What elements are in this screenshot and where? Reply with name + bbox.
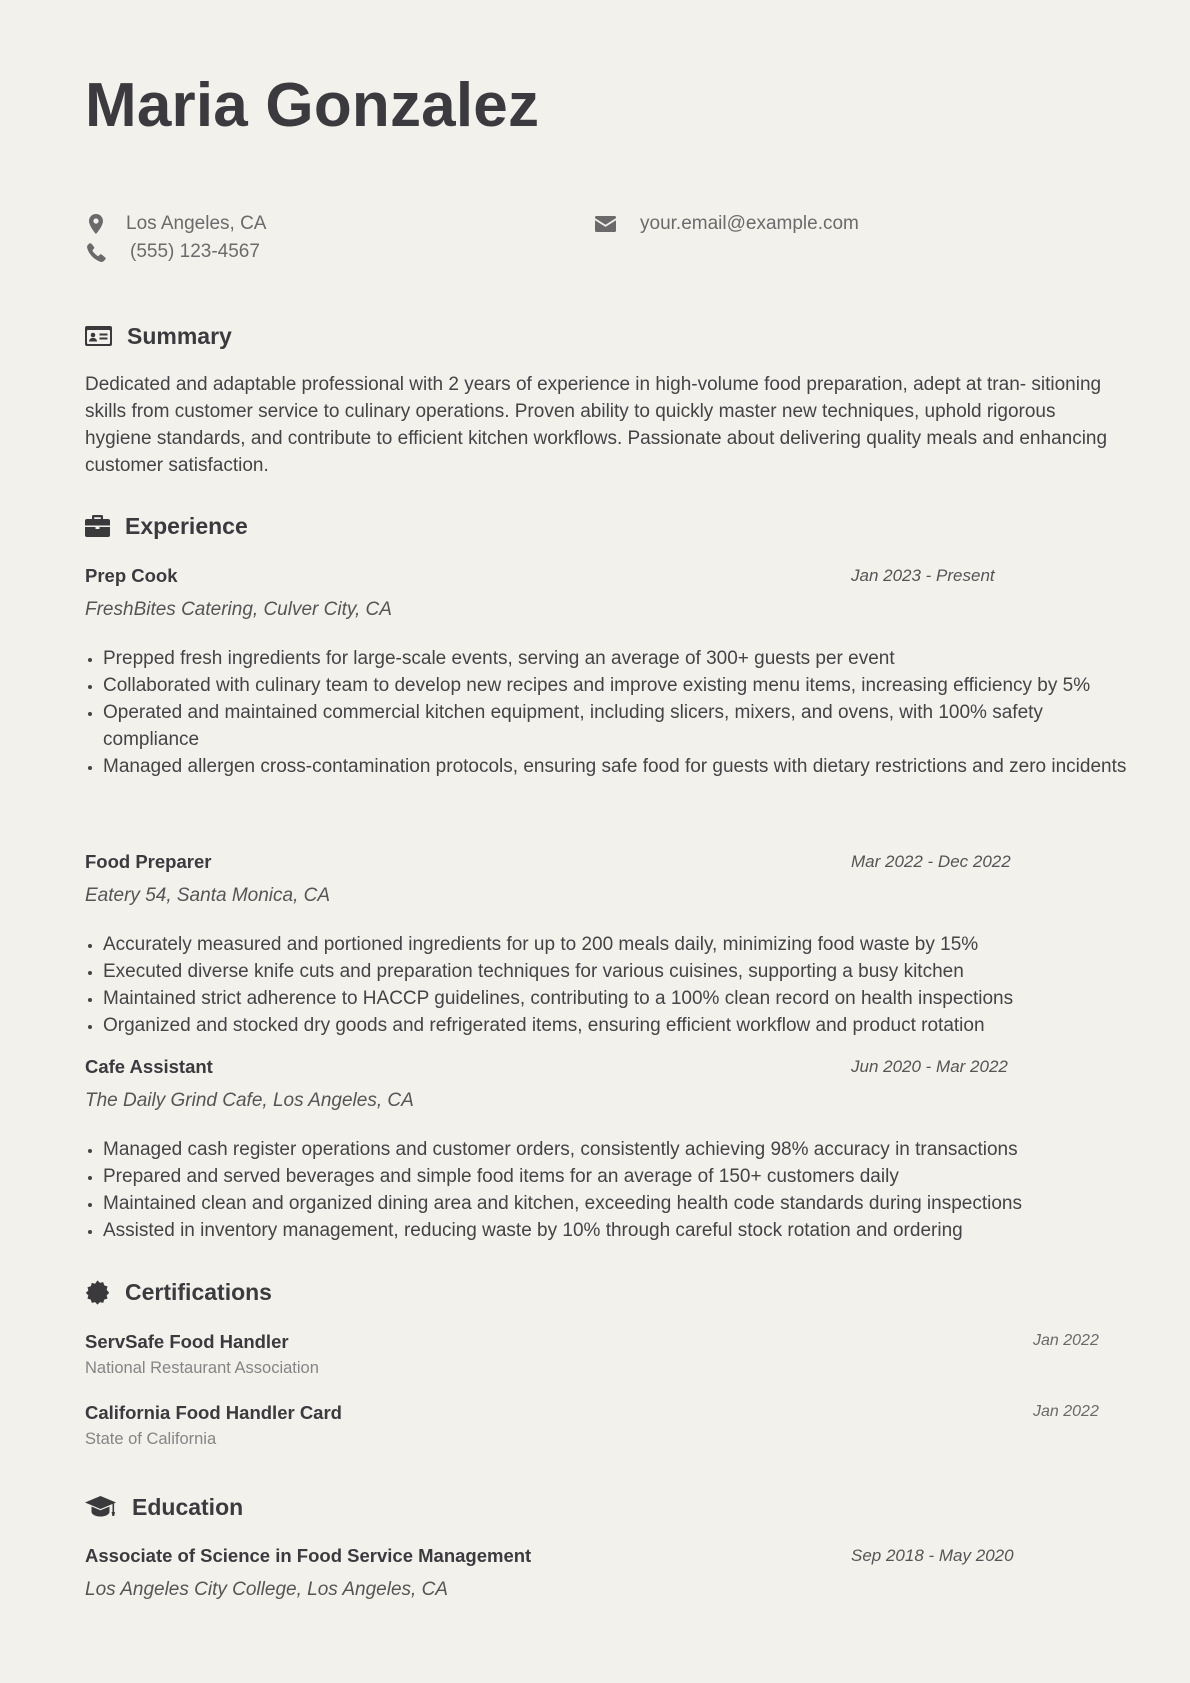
cert-title-2: California Food Handler Card [85, 1402, 342, 1423]
list-item: • Managed cash register operations and customer orders, consistently achieving 98% accuracy in transactions [103, 1136, 1143, 1163]
list-item: • Maintained strict adherence to HACCP guidelines, contributing to a 100% clean record on health inspections [103, 985, 1143, 1012]
id-card-icon [85, 326, 112, 346]
contact-location [85, 211, 266, 237]
summary-text: Dedicated and adaptable professional with 2 years of experience in high-volume food preparation, adept at tran- sitioning skills from customer service to culinary operations. Proven ability to quickly master new techniques, uphold rigorous hygiene standards, and contribute to efficient kitchen workflows. Passionate about delivering quality meals and enhancing customer satisfaction. [85, 374, 1108, 476]
education-heading [85, 1492, 243, 1522]
list-item: • Prepped fresh ingredients for large-scale events, serving an average of 300+ guests per event [103, 645, 1143, 672]
job-org-1: FreshBites Catering, Culver City, CA [85, 599, 392, 620]
job-date-1: Jan 2023 - Present [851, 566, 995, 585]
list-item: • Maintained clean and organized dining area and kitchen, exceeding health code standards during inspections [103, 1190, 1143, 1217]
education-date: Sep 2018 - May 2020 [851, 1546, 1014, 1565]
briefcase-icon [85, 515, 110, 537]
contact-email [594, 211, 859, 237]
graduation-cap-icon [85, 1496, 116, 1518]
job-bullets-3 [85, 1136, 1143, 1244]
job-org-3: The Daily Grind Cafe, Los Angeles, CA [85, 1090, 414, 1111]
phone-icon [85, 241, 107, 263]
degree-title: Associate of Science in Food Service Management [85, 1545, 532, 1566]
cert-org-2: State of California [85, 1430, 217, 1448]
list-item: • Prepared and served beverages and simple food items for an average of 150+ customers daily [103, 1163, 1143, 1190]
list-item: • Collaborated with culinary team to develop new recipes and improve existing menu items, increasing efficiency by 5% [103, 672, 1143, 699]
job-org-2: Eatery 54, Santa Monica, CA [85, 885, 331, 906]
email-text: your.email@example.com [640, 213, 859, 234]
certificate-badge-icon [85, 1280, 110, 1305]
phone-text: (555) 123-4567 [130, 241, 260, 262]
list-item: • Managed allergen cross-contamination protocols, ensuring safe food for guests with dietary restrictions and zero incidents [103, 753, 1143, 780]
location-text: Los Angeles, CA [126, 213, 267, 234]
cert-title-1: ServSafe Food Handler [85, 1331, 289, 1352]
summary-heading [85, 321, 232, 351]
job-date-2: Mar 2022 - Dec 2022 [851, 852, 1011, 871]
cert-date-2: Jan 2022 [1033, 1403, 1099, 1420]
job-title-1: Prep Cook [85, 565, 178, 586]
list-item: • Accurately measured and portioned ingredients for up to 200 meals daily, minimizing food waste by 15% [103, 931, 1143, 958]
contact-phone [85, 239, 260, 265]
candidate-name: Maria Gonzalez [85, 71, 540, 140]
experience-title: Experience [125, 512, 248, 539]
job-bullets-2 [85, 931, 1143, 1039]
school-name: Los Angeles City College, Los Angeles, CA [85, 1579, 448, 1600]
job-title-2: Food Preparer [85, 851, 212, 872]
list-item: • Assisted in inventory management, reducing waste by 10% through careful stock rotation and ordering [103, 1217, 1143, 1244]
list-item: • Operated and maintained commercial kitchen equipment, including slicers, mixers, and ovens, with 100% safety compliance [103, 699, 1143, 753]
cert-org-1: National Restaurant Association [85, 1359, 319, 1377]
cert-date-1: Jan 2022 [1033, 1332, 1099, 1349]
envelope-icon [594, 213, 616, 235]
certifications-title: Certifications [125, 1278, 272, 1305]
education-title: Education [132, 1493, 244, 1520]
summary-title: Summary [127, 322, 232, 349]
certifications-heading [85, 1277, 272, 1307]
list-item: • Executed diverse knife cuts and preparation techniques for various cuisines, supporting a busy kitchen [103, 958, 1143, 985]
job-date-3: Jun 2020 - Mar 2022 [851, 1057, 1008, 1076]
job-title-3: Cafe Assistant [85, 1056, 213, 1077]
map-marker-icon [85, 213, 107, 235]
experience-heading [85, 511, 248, 541]
job-bullets-1 [85, 645, 1143, 780]
list-item: • Organized and stocked dry goods and refrigerated items, ensuring efficient workflow and product rotation [103, 1012, 1143, 1039]
